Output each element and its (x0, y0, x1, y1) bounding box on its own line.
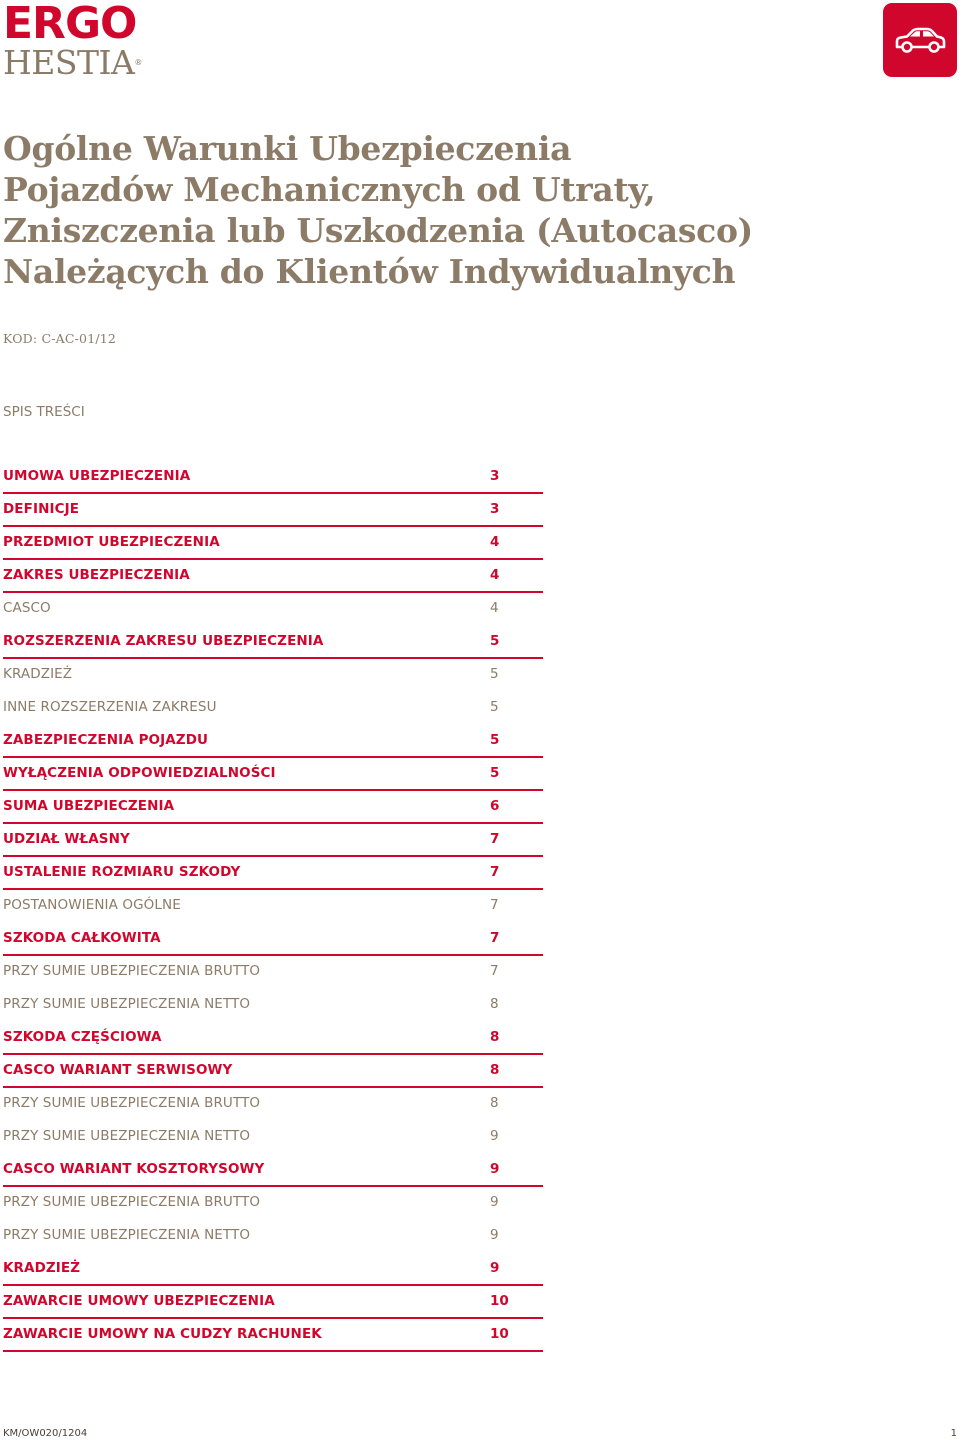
toc-entry-page: 9 (490, 1227, 499, 1243)
toc-entry[interactable] (3, 494, 543, 527)
toc-entry-label: PRZY SUMIE UBEZPIECZENIA NETTO (3, 1128, 251, 1144)
toc-entry-label: SUMA UBEZPIECZENIA (3, 798, 175, 814)
toc-entry[interactable] (3, 461, 543, 494)
footer-page-number: 1 (950, 1428, 957, 1439)
logo-hestia-word: HESTIA (3, 43, 135, 82)
toc-entry-label: UDZIAŁ WŁASNY (3, 831, 130, 847)
toc-entry-label: ZABEZPIECZENIA POJAZDU (3, 732, 209, 748)
toc-entry-page: 10 (490, 1326, 509, 1342)
toc-entry-label: USTALENIE ROZMIARU SZKODY (3, 864, 241, 880)
footer-doc-code: KM/OW020/1204 (3, 1428, 88, 1439)
document-title (3, 128, 883, 292)
toc-entry[interactable] (3, 692, 543, 725)
toc-entry-label: ZAWARCIE UMOWY NA CUDZY RACHUNEK (3, 1326, 322, 1342)
toc-entry[interactable] (3, 560, 543, 593)
toc-entry-page: 10 (490, 1293, 509, 1309)
title-line-3: Zniszczenia lub Uszkodzenia (Autocasco) (3, 211, 753, 250)
toc-entry-page: 7 (490, 897, 499, 913)
toc-entry-label: INNE ROZSZERZENIA ZAKRESU (3, 699, 217, 715)
toc-entry[interactable] (3, 1022, 543, 1055)
toc-entry[interactable] (3, 1121, 543, 1154)
toc-entry-page: 3 (490, 501, 500, 517)
toc-entry-label: PRZY SUMIE UBEZPIECZENIA NETTO (3, 1227, 251, 1243)
toc-entry-page: 5 (490, 732, 500, 748)
ergo-hestia-logo (3, 2, 143, 82)
toc-entry-page: 3 (490, 468, 500, 484)
toc-entry-label: CASCO (3, 600, 51, 616)
toc-entry[interactable] (3, 857, 543, 890)
product-badge (883, 3, 957, 77)
toc-entry-page: 7 (490, 864, 500, 880)
title-line-4: Należących do Klientów Indywidualnych (3, 252, 736, 291)
toc-entry-page: 8 (490, 1095, 499, 1111)
toc-entry[interactable] (3, 791, 543, 824)
toc-entry[interactable] (3, 989, 543, 1022)
toc-entry-label: CASCO WARIANT SERWISOWY (3, 1062, 233, 1078)
toc-entry[interactable] (3, 1253, 543, 1286)
toc-entry-page: 9 (490, 1194, 499, 1210)
toc-entry-label: UMOWA UBEZPIECZENIA (3, 468, 191, 484)
toc-entry-label: ROZSZERZENIA ZAKRESU UBEZPIECZENIA (3, 633, 324, 649)
toc-entry-page: 4 (490, 534, 500, 550)
toc-entry-page: 6 (490, 798, 500, 814)
toc-entry-label: DEFINICJE (3, 501, 80, 517)
toc-entry[interactable] (3, 758, 543, 791)
toc-entry-label: WYŁĄCZENIA ODPOWIEDZIALNOŚCI (3, 765, 276, 781)
registered-mark: ® (134, 58, 142, 67)
toc-entry[interactable] (3, 923, 543, 956)
toc-entry-page: 8 (490, 1029, 500, 1045)
toc-entry-page: 8 (490, 996, 499, 1012)
toc-entry[interactable] (3, 1319, 543, 1352)
toc-entry-label: SZKODA CZĘŚCIOWA (3, 1029, 162, 1045)
toc-entry[interactable] (3, 1154, 543, 1187)
toc-entry-label: ZAKRES UBEZPIECZENIA (3, 567, 190, 583)
toc-entry-label: KRADZIEŻ (3, 1260, 81, 1276)
toc-entry-page: 4 (490, 567, 500, 583)
title-line-2: Pojazdów Mechanicznych od Utraty, (3, 170, 656, 209)
toc-entry[interactable] (3, 1286, 543, 1319)
table-of-contents (3, 461, 543, 1352)
toc-entry-label: CASCO WARIANT KOSZTORYSOWY (3, 1161, 265, 1177)
toc-entry[interactable] (3, 1055, 543, 1088)
toc-entry-page: 9 (490, 1260, 500, 1276)
toc-entry-page: 7 (490, 831, 500, 847)
logo-ergo-text: ERGO (3, 0, 137, 49)
toc-entry[interactable] (3, 1187, 543, 1220)
toc-entry-page: 9 (490, 1128, 499, 1144)
toc-entry-label: PRZY SUMIE UBEZPIECZENIA BRUTTO (3, 1194, 261, 1210)
toc-entry-label: PRZY SUMIE UBEZPIECZENIA BRUTTO (3, 963, 261, 979)
toc-entry-label: ZAWARCIE UMOWY UBEZPIECZENIA (3, 1293, 275, 1309)
document-code: KOD: C-AC-01/12 (3, 331, 117, 346)
toc-entry[interactable] (3, 593, 543, 626)
toc-entry-page: 5 (490, 633, 500, 649)
toc-entry-label: KRADZIEŻ (3, 666, 73, 682)
toc-entry-page: 5 (490, 699, 499, 715)
toc-entry-page: 5 (490, 666, 499, 682)
logo-hestia-text (3, 43, 143, 82)
toc-entry-page: 5 (490, 765, 500, 781)
toc-entry[interactable] (3, 659, 543, 692)
toc-entry[interactable] (3, 626, 543, 659)
toc-entry[interactable] (3, 527, 543, 560)
toc-entry-label: SZKODA CAŁKOWITA (3, 930, 161, 946)
toc-entry[interactable] (3, 1088, 543, 1121)
toc-entry[interactable] (3, 824, 543, 857)
toc-entry[interactable] (3, 956, 543, 989)
title-line-1: Ogólne Warunki Ubezpieczenia (3, 129, 572, 168)
car-icon (894, 27, 946, 53)
toc-entry-label: PRZY SUMIE UBEZPIECZENIA BRUTTO (3, 1095, 261, 1111)
toc-entry-label: POSTANOWIENIA OGÓLNE (3, 897, 181, 913)
toc-entry-page: 9 (490, 1161, 500, 1177)
toc-heading: SPIS TREŚCI (3, 404, 85, 420)
toc-entry-page: 7 (490, 930, 500, 946)
toc-entry-label: PRZEDMIOT UBEZPIECZENIA (3, 534, 220, 550)
toc-entry[interactable] (3, 1220, 543, 1253)
toc-entry-label: PRZY SUMIE UBEZPIECZENIA NETTO (3, 996, 251, 1012)
toc-entry-page: 8 (490, 1062, 500, 1078)
toc-entry[interactable] (3, 890, 543, 923)
toc-entry-page: 4 (490, 600, 499, 616)
toc-entry-page: 7 (490, 963, 499, 979)
toc-entry[interactable] (3, 725, 543, 758)
